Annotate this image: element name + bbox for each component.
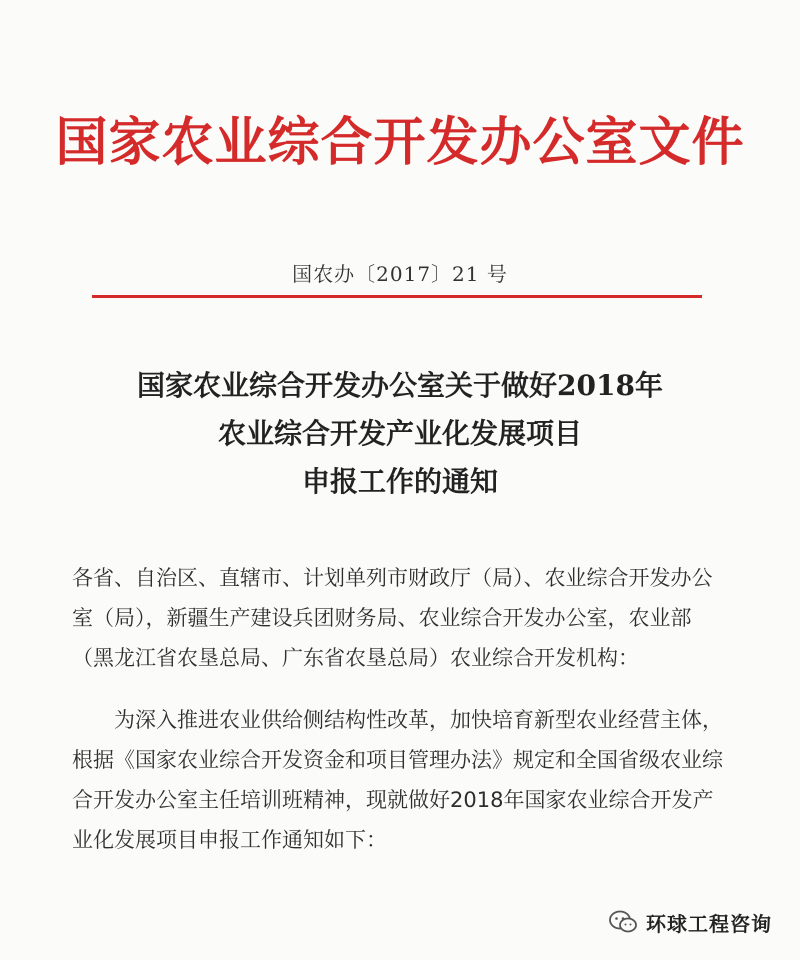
notice-title-line-2: 农业综合开发产业化发展项目	[217, 417, 582, 450]
body-paragraph-1: 为深入推进农业供给侧结构性改革，加快培育新型农业经营主体，根据《国家农业综合开发资金和项目管理办法》规定和全国省级农业综合开发办公室主任培训班精神，现就做好2018年国家农业综合开发产业化发展项目申报工作通知如下：	[72, 708, 723, 852]
notice-title	[60, 362, 740, 506]
notice-title-line-3: 申报工作的通知	[301, 465, 498, 498]
notice-title-line-1: 国家农业综合开发办公室关于做好2018年	[137, 369, 663, 402]
red-divider	[92, 295, 702, 298]
notice-body	[72, 558, 732, 860]
watermark-text: 环球工程咨询	[646, 911, 772, 936]
watermark	[608, 905, 772, 939]
document-header-title: 国家农业综合开发办公室文件	[55, 113, 745, 173]
wechat-icon	[608, 909, 638, 935]
recipients-paragraph: 各省、自治区、直辖市、计划单列市财政厅（局）、农业综合开发办公室（局），新疆生产建设兵团财务局、农业综合开发办公室，农业部（黑龙江省农垦总局、广东省农垦总局）农业综合开发机构：	[72, 566, 713, 670]
document-number: 国农办〔2017〕21 号	[292, 262, 508, 286]
